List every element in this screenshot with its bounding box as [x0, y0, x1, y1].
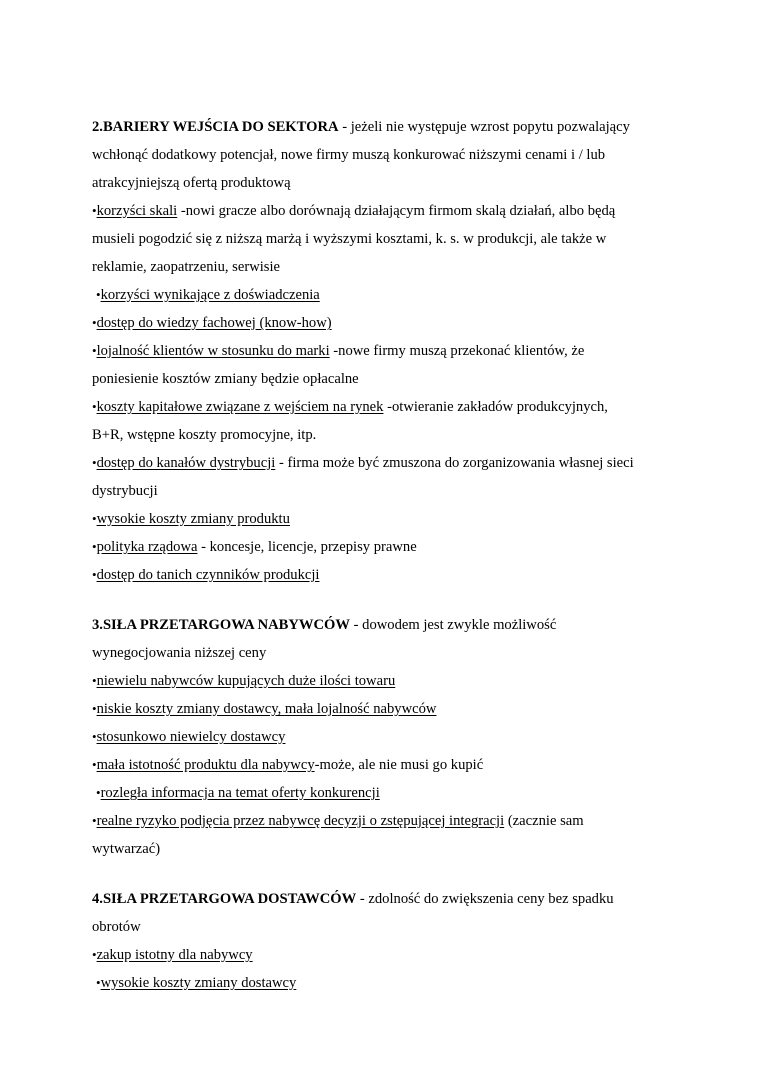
- bullet-text: - firma może być zmuszona do zorganizowania własnej sieci: [275, 455, 634, 471]
- bullet-icon: •: [92, 539, 97, 554]
- bullet-item: [92, 779, 700, 807]
- bullet-text: (zacznie sam: [504, 813, 584, 829]
- bullet-icon: •: [92, 673, 97, 688]
- section-title: 4.SIŁA PRZETARGOWA DOSTAWCÓW: [92, 891, 357, 907]
- bullet-icon: •: [92, 567, 97, 582]
- bullet-item: [92, 197, 700, 225]
- bullet-label: niewielu nabywców kupujących duże ilości towaru: [96, 673, 396, 689]
- bullet-item: [92, 393, 700, 421]
- section-gap: [92, 863, 700, 885]
- section-heading-line: [92, 113, 700, 141]
- section-title: 2.BARIERY WEJŚCIA DO SEKTORA: [92, 119, 339, 135]
- bullet-continuation: musieli pogodzić się z niższą marżą i wyższymi kosztami, k. s. w produkcji, ale także w: [92, 231, 607, 247]
- bullet-label: dostęp do kanałów dystrybucji: [96, 455, 276, 471]
- section-heading-line: [92, 611, 700, 639]
- bullet-item: [92, 533, 700, 561]
- bullet-continuation: B+R, wstępne koszty promocyjne, itp.: [92, 427, 317, 443]
- bullet-item: [92, 337, 700, 365]
- bullet-label: korzyści skali: [96, 203, 178, 219]
- bullet-label: koszty kapitałowe związane z wejściem na rynek: [96, 399, 384, 415]
- bullet-icon: •: [92, 399, 97, 414]
- bullet-text: -nowi gracze albo dorównają działającym firmom skalą działań, albo będą: [177, 203, 616, 219]
- bullet-item: [92, 941, 700, 969]
- section-desc: - zdolność do zwiększenia ceny bez spadku: [356, 891, 614, 907]
- bullet-label: lojalność klientów w stosunku do marki: [96, 343, 330, 359]
- bullet-continuation: dystrybucji: [92, 483, 158, 499]
- bullet-label: wysokie koszty zmiany produktu: [96, 511, 290, 527]
- bullet-label: dostęp do tanich czynników produkcji: [96, 567, 320, 583]
- bullet-icon: •: [92, 947, 97, 962]
- bullet-item: [92, 807, 700, 835]
- section: [92, 885, 700, 997]
- bullet-icon: •: [92, 455, 97, 470]
- bullet-label: wysokie koszty zmiany dostawcy: [100, 975, 297, 991]
- bullet-item: [92, 667, 700, 695]
- bullet-label: korzyści wynikające z doświadczenia: [100, 287, 320, 303]
- bullet-text: -otwieranie zakładów produkcyjnych,: [383, 399, 608, 415]
- bullet-item: [92, 561, 700, 589]
- bullet-icon: •: [92, 701, 97, 716]
- bullet-icon: •: [92, 203, 97, 218]
- bullet-label: stosunkowo niewielcy dostawcy: [96, 729, 286, 745]
- section-desc: - dowodem jest zwykle możliwość: [350, 617, 557, 633]
- section-desc-line: wynegocjowania niższej ceny: [92, 645, 267, 661]
- bullet-text: -może, ale nie musi go kupić: [314, 757, 484, 773]
- bullet-item: [92, 505, 700, 533]
- bullet-item: [92, 449, 700, 477]
- section: [92, 113, 700, 589]
- section-desc: - jeżeli nie występuje wzrost popytu pozwalający: [338, 119, 630, 135]
- section-gap: [92, 589, 700, 611]
- bullet-label: mała istotność produktu dla nabywcy: [96, 757, 315, 773]
- bullet-icon: •: [92, 757, 97, 772]
- bullet-item: [92, 281, 700, 309]
- section: [92, 611, 700, 863]
- bullet-label: polityka rządowa: [96, 539, 198, 555]
- bullet-icon: •: [92, 343, 97, 358]
- bullet-icon: •: [96, 287, 101, 302]
- bullet-item: [92, 695, 700, 723]
- bullet-item: [92, 723, 700, 751]
- bullet-item: [92, 969, 700, 997]
- bullet-label: realne ryzyko podjęcia przez nabywcę decyzji o zstępującej integracji: [96, 813, 505, 829]
- bullet-icon: •: [92, 813, 97, 828]
- bullet-continuation: wytwarzać): [92, 841, 161, 857]
- bullet-label: dostęp do wiedzy fachowej (know-how): [96, 315, 332, 331]
- bullet-continuation: reklamie, zaopatrzeniu, serwisie: [92, 259, 281, 275]
- section-desc-line: wchłonąć dodatkowy potencjał, nowe firmy muszą konkurować niższymi cenami i / lub: [92, 147, 606, 163]
- bullet-label: niskie koszty zmiany dostawcy, mała lojalność nabywców: [96, 701, 437, 717]
- bullet-icon: •: [96, 785, 101, 800]
- bullet-label: zakup istotny dla nabywcy: [96, 947, 253, 963]
- bullet-item: [92, 309, 700, 337]
- bullet-text: - koncesje, licencje, przepisy prawne: [197, 539, 417, 555]
- section-title: 3.SIŁA PRZETARGOWA NABYWCÓW: [92, 617, 350, 633]
- bullet-icon: •: [92, 729, 97, 744]
- section-desc-line: atrakcyjniejszą ofertą produktową: [92, 175, 291, 191]
- section-heading-line: [92, 885, 700, 913]
- bullet-continuation: poniesienie kosztów zmiany będzie opłacalne: [92, 371, 359, 387]
- section-desc-line: obrotów: [92, 919, 141, 935]
- bullet-icon: •: [92, 315, 97, 330]
- bullet-label: rozległa informacja na temat oferty konkurencji: [100, 785, 380, 801]
- bullet-icon: •: [92, 511, 97, 526]
- bullet-item: [92, 751, 700, 779]
- bullet-text: -nowe firmy muszą przekonać klientów, że: [329, 343, 585, 359]
- bullet-icon: •: [96, 975, 101, 990]
